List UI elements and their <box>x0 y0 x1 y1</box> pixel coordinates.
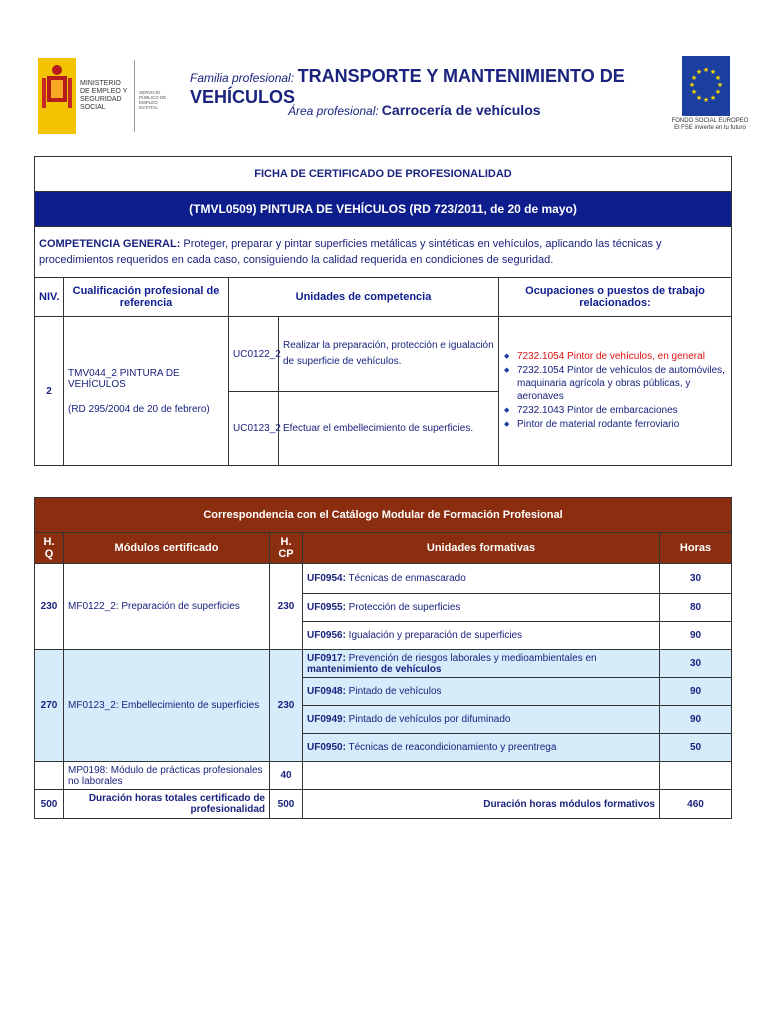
total-hq: 500 <box>35 790 64 819</box>
col-ocupaciones: Ocupaciones o puestos de trabajo relacionados: <box>499 278 732 317</box>
practicas-name: MP0198: Módulo de prácticas profesionales no laborales <box>64 762 270 790</box>
competencia-text: Proteger, preparar y pintar superficies metálicas y sintéticas en vehículos, aplicando las técnicas y procedimientos requeridos en cada caso, consiguiendo la calidad requerida en condiciones de seguridad. <box>39 238 662 266</box>
uf-horas: 90 <box>660 678 732 706</box>
col-cualificacion: Cualificación profesional de referencia <box>64 278 229 317</box>
svg-text:★: ★ <box>709 68 717 76</box>
uf-text: Técnicas de reacondicionamiento y preentrega <box>345 742 557 753</box>
ocupacion-item: ◆ 7232.1054 Pintor de vehículos, en general <box>517 350 727 363</box>
modular-table <box>34 497 732 819</box>
logo-divider <box>134 60 135 132</box>
svg-text:★: ★ <box>714 74 722 82</box>
svg-text:★: ★ <box>690 74 698 82</box>
col-horas: Horas <box>660 533 732 564</box>
area-value: Carrocería de vehículos <box>381 102 541 118</box>
modular-banner: Correspondencia con el Catálogo Modular de Formación Profesional <box>35 498 732 533</box>
svg-text:★: ★ <box>709 94 717 102</box>
uf-code: UF0948: <box>307 686 346 697</box>
module-hq: 270 <box>35 650 64 762</box>
svg-text:★: ★ <box>714 88 722 96</box>
svg-text:★: ★ <box>702 96 710 104</box>
area-profesional <box>288 102 588 118</box>
uf-horas: 30 <box>660 564 732 594</box>
uf-horas: 50 <box>660 734 732 762</box>
uf-cell <box>303 734 660 762</box>
col-uf: Unidades formativas <box>303 533 660 564</box>
uf-code: UF0955: <box>307 602 346 613</box>
uf-cell <box>303 650 660 678</box>
area-label: Área profesional: <box>288 104 379 118</box>
empty-cell <box>303 762 660 790</box>
uf-horas: 30 <box>660 650 732 678</box>
module-hcp: 230 <box>270 564 303 650</box>
module-name: MF0122_2: Preparación de superficies <box>64 564 270 650</box>
practicas-hcp: 40 <box>270 762 303 790</box>
ficha-title: FICHA DE CERTIFICADO DE PROFESIONALIDAD <box>35 157 732 192</box>
uc-code: UC0122_2 <box>229 317 279 392</box>
eu-logo-text <box>670 118 750 132</box>
uf-horas: 90 <box>660 622 732 650</box>
uf-cell <box>303 564 660 594</box>
cualificacion-cell <box>64 317 229 466</box>
svg-text:★: ★ <box>695 68 703 76</box>
eu-fund-name: FONDO SOCIAL EUROPEO <box>671 118 749 124</box>
uf-cell <box>303 622 660 650</box>
svg-text:★: ★ <box>688 81 696 89</box>
coat-of-arms-logo <box>38 58 76 134</box>
ocupacion-item: ◆ Pintor de material rodante ferroviario <box>517 418 727 431</box>
svg-text:★: ★ <box>695 94 703 102</box>
uf-text: Técnicas de enmascarado <box>345 573 466 584</box>
col-hcp: H. CP <box>270 533 303 564</box>
ocupacion-item: ◆ 7232.1054 Pintor de vehículos de automóviles, maquinaria agrícola y obras públicas, y aeronaves <box>517 364 727 403</box>
svg-text:★: ★ <box>716 81 724 89</box>
uf-code: UF0917: <box>307 652 346 664</box>
uc-text: Efectuar el embellecimiento de superficies. <box>279 392 499 466</box>
uf-text: Prevención de riesgos laborales y medioambientales en <box>345 652 597 664</box>
col-unidades: Unidades de competencia <box>229 278 499 317</box>
uc-code: UC0123_2 <box>229 392 279 466</box>
total-uf-label: Duración horas módulos formativos <box>303 790 660 819</box>
uf-code: UF0954: <box>307 573 346 584</box>
familia-label: Familia profesional: <box>190 71 295 85</box>
eu-slogan: El FSE invierte en tu futuro <box>674 125 746 131</box>
module-hcp: 230 <box>270 650 303 762</box>
cualificacion-name: TMV044_2 PINTURA DE VEHÍCULOS <box>68 367 180 390</box>
uf-text: Pintado de vehículos por difuminado <box>345 714 511 725</box>
uf-horas: 90 <box>660 706 732 734</box>
familia-value: TRANSPORTE Y MANTENIMIENTO DE VEHÍCULOS <box>190 66 625 107</box>
col-hq: H. Q <box>35 533 64 564</box>
uf-code: UF0950: <box>307 742 346 753</box>
uf-code: UF0949: <box>307 714 346 725</box>
uc-text: Realizar la preparación, protección e igualación de superficie de vehículos. <box>279 317 499 392</box>
uf-horas: 80 <box>660 594 732 622</box>
competencia-label: COMPETENCIA GENERAL: <box>39 238 181 250</box>
col-modulos: Módulos certificado <box>64 533 270 564</box>
empty-cell <box>35 762 64 790</box>
uf-cell <box>303 594 660 622</box>
niv-value: 2 <box>35 317 64 466</box>
ministry-logo-text: MINISTERIO DE EMPLEO Y SEGURIDAD SOCIAL <box>80 80 128 111</box>
svg-text:★: ★ <box>690 88 698 96</box>
total-horas: 460 <box>660 790 732 819</box>
ficha-table <box>34 156 732 466</box>
uf-text: Pintado de vehículos <box>345 686 442 697</box>
cualificacion-rd: (RD 295/2004 de 20 de febrero) <box>68 403 210 415</box>
uf-text-bold: mantenimiento de vehículos <box>307 663 442 675</box>
uf-text: Igualación y preparación de superficies <box>345 630 523 641</box>
total-hcp: 500 <box>270 790 303 819</box>
certificate-band: (TMVL0509) PINTURA DE VEHÍCULOS (RD 723/2011, de 20 de mayo) <box>35 192 732 227</box>
spe-logo-text: SERVICIO PÚBLICO DE EMPLEO ESTATAL <box>139 90 167 110</box>
col-niv: NIV. <box>35 278 64 317</box>
uf-code: UF0956: <box>307 630 346 641</box>
competencia-general <box>35 227 732 278</box>
module-name: MF0123_2: Embellecimiento de superficies <box>64 650 270 762</box>
empty-cell <box>660 762 732 790</box>
module-hq: 230 <box>35 564 64 650</box>
uf-text: Protección de superficies <box>345 602 461 613</box>
svg-text:★: ★ <box>702 66 710 74</box>
uf-cell <box>303 678 660 706</box>
ocupaciones-cell <box>499 317 732 466</box>
total-label: Duración horas totales certificado de profesionalidad <box>64 790 270 819</box>
ocupacion-item: ◆ 7232.1043 Pintor de embarcaciones <box>517 404 727 417</box>
eu-flag-icon <box>682 56 730 116</box>
uf-cell <box>303 706 660 734</box>
